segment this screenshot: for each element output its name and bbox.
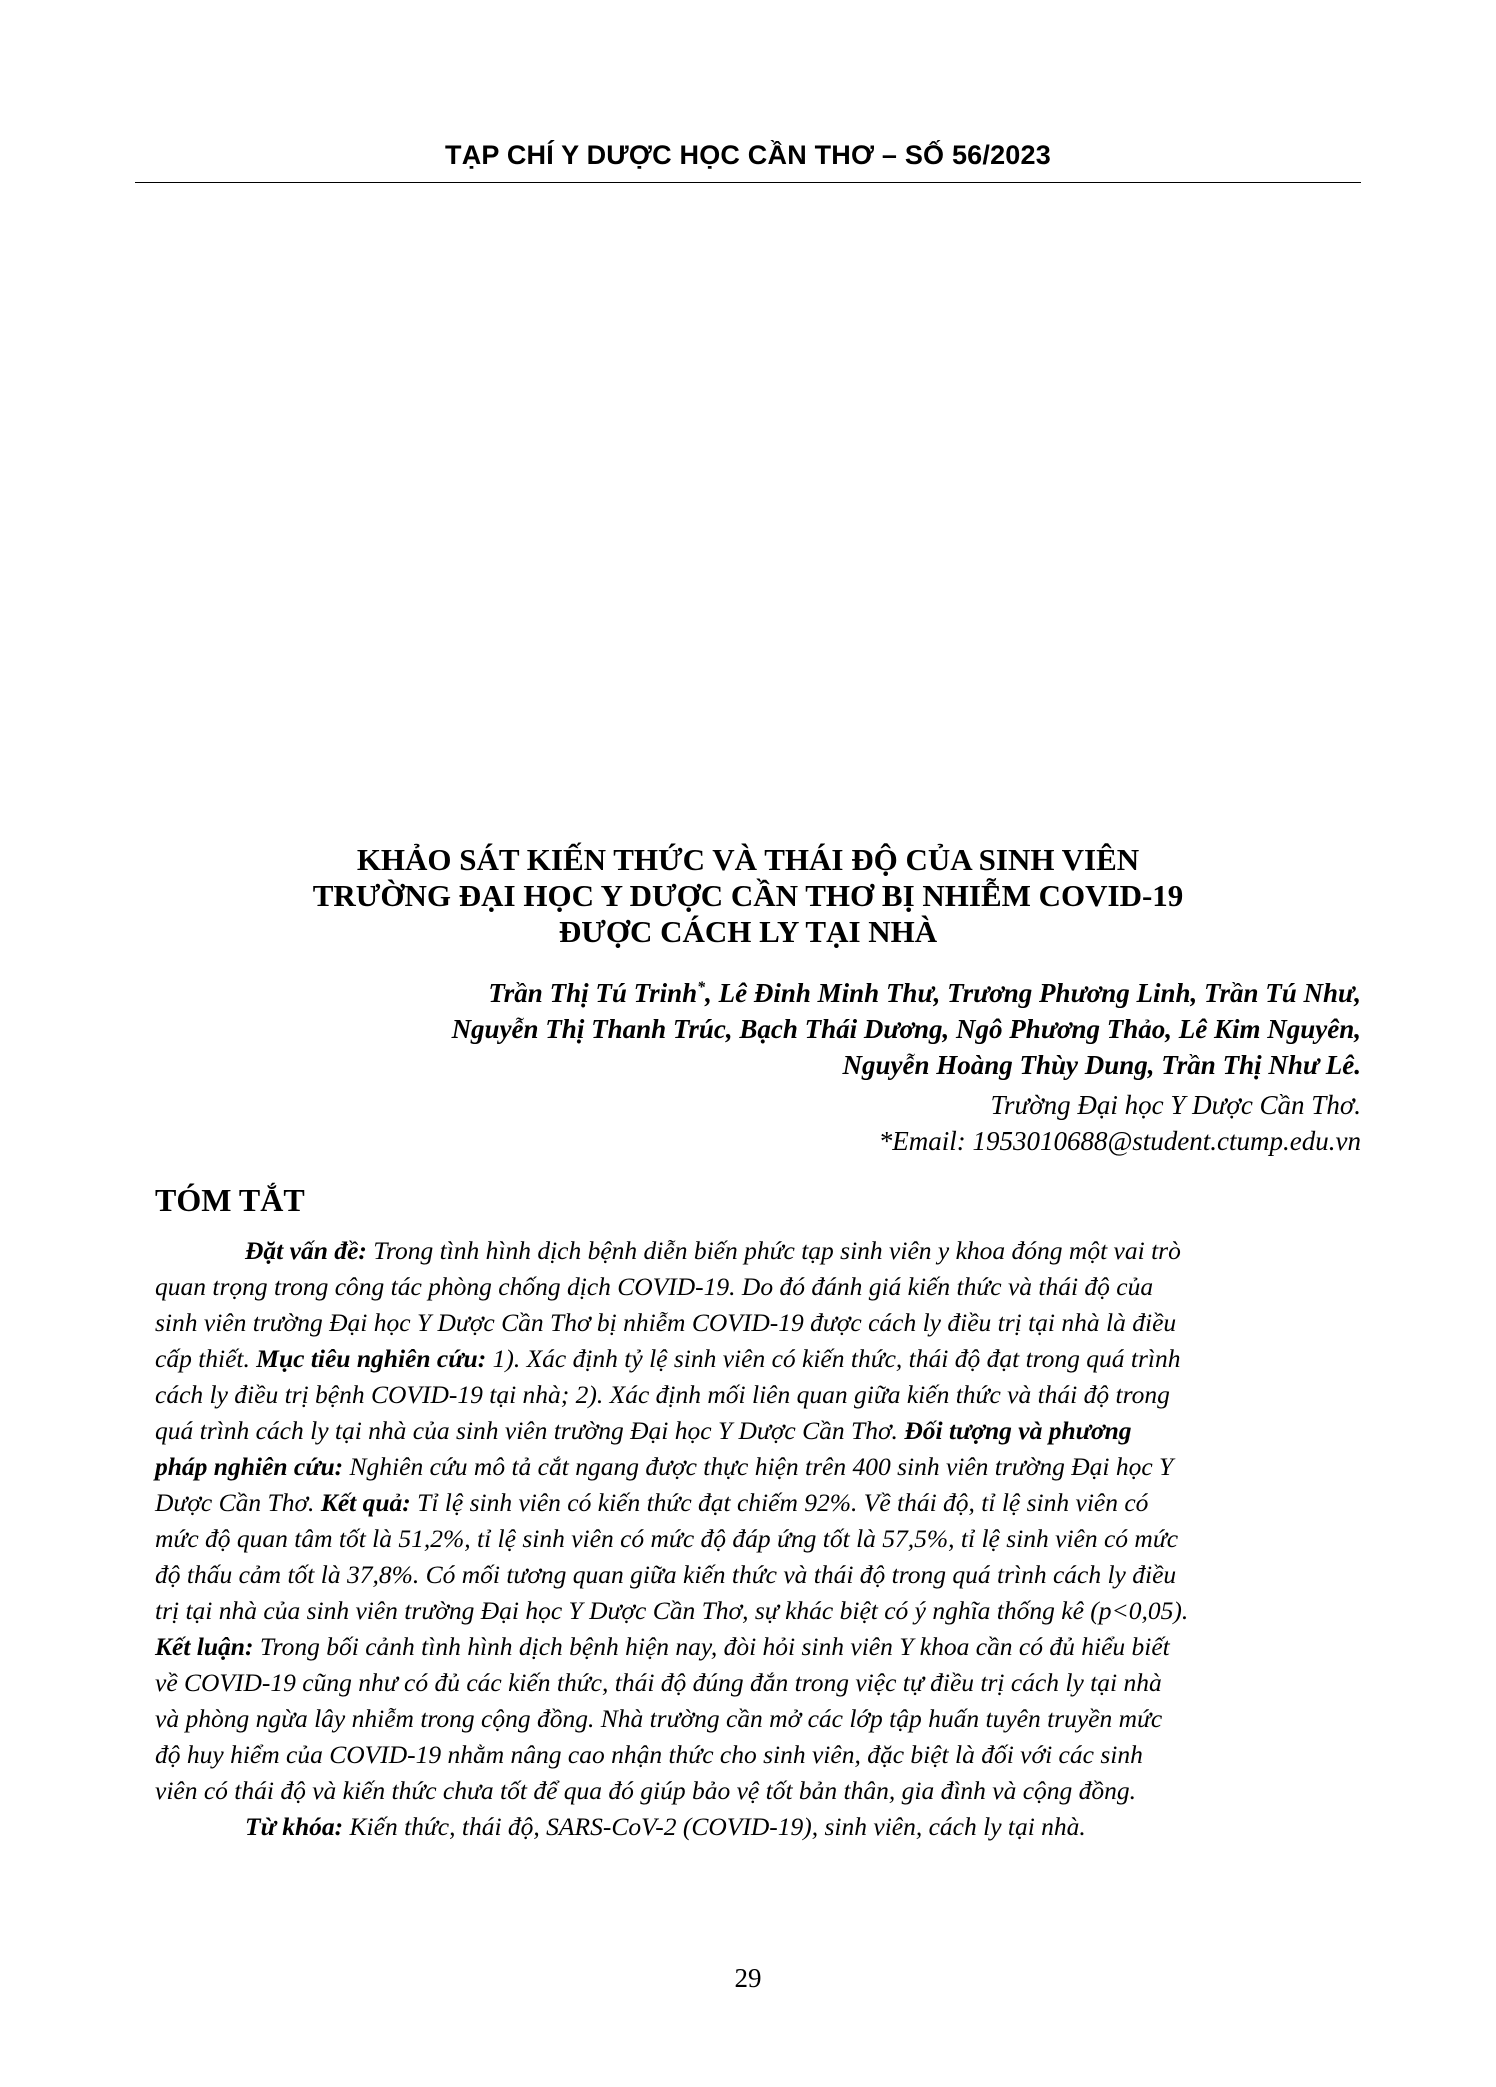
abstract-body — [155, 1233, 1363, 1845]
first-author: Trần Thị Tú Trinh — [488, 978, 698, 1008]
objectives-label: Mục tiêu nghiên cứu: — [256, 1344, 487, 1373]
page-number: 29 — [734, 1963, 762, 1993]
abstract-line: Đặt vấn đề: Trong tình hình dịch bệnh diễn biến phức tạp sinh viên y khoa đóng một vai trò — [245, 1236, 1181, 1265]
journal-header: TẠP CHÍ Y DƯỢC HỌC CẦN THƠ – SỐ 56/2023 — [445, 140, 1051, 170]
methods-label-cont: pháp nghiên cứu: — [155, 1452, 344, 1481]
author-names: , Lê Đinh Minh Thư, Trương Phương Linh, Trần Tú Như, — [705, 978, 1361, 1008]
abstract-line: về COVID-19 cũng như có đủ các kiến thức, thái độ đúng đắn trong việc tự điều trị cách ly tại nhà — [155, 1668, 1162, 1697]
abstract-line: viên có thái độ và kiến thức chưa tốt để qua đó giúp bảo vệ tốt bản thân, gia đình và cộng đồng. — [155, 1776, 1137, 1805]
keywords-line — [155, 1809, 1363, 1845]
title-line: KHẢO SÁT KIẾN THỨC VÀ THÁI ĐỘ CỦA SINH VIÊN — [356, 842, 1140, 877]
author-line: Nguyễn Hoàng Thùy Dung, Trần Thị Như Lê. — [842, 1050, 1361, 1080]
abstract-line: trị tại nhà của sinh viên trường Đại học Y Dược Cần Thơ, sự khác biệt có ý nghĩa thống kê (p<0,05). — [155, 1596, 1189, 1625]
background-label: Đặt vấn đề — [245, 1236, 359, 1265]
abstract-line: Dược Cần Thơ. Kết quả: Tỉ lệ sinh viên có kiến thức đạt chiếm 92%. Về thái độ, tỉ lệ sinh viên có — [155, 1488, 1149, 1517]
article-title — [135, 842, 1361, 950]
abstract-line: độ thấu cảm tốt là 37,8%. Có mối tương quan giữa kiến thức và thái độ trong quá trình cách ly điều — [155, 1560, 1177, 1589]
keywords: Kiến thức, thái độ, SARS-CoV-2 (COVID-19), sinh viên, cách ly tại nhà. — [343, 1812, 1086, 1841]
title-line: ĐƯỢC CÁCH LY TẠI NHÀ — [558, 914, 938, 949]
abstract-line: pháp nghiên cứu: Nghiên cứu mô tả cắt ngang được thực hiện trên 400 sinh viên trường Đại học Y — [155, 1452, 1174, 1481]
title-line: TRƯỜNG ĐẠI HỌC Y DƯỢC CẦN THƠ BỊ NHIỄM COVID-19 — [312, 878, 1184, 913]
results-label: Kết quả: — [320, 1488, 411, 1517]
abstract-line: và phòng ngừa lây nhiễm trong cộng đồng. Nhà trường cần mở các lớp tập huấn tuyên truyền mức — [155, 1704, 1163, 1733]
email: *Email: 1953010688@student.ctump.edu.vn — [878, 1126, 1361, 1156]
header-divider — [135, 182, 1361, 183]
section-heading: TÓM TẮT — [155, 1182, 305, 1218]
abstract-line: quan trọng trong công tác phòng chống dịch COVID-19. Do đó đánh giá kiến thức và thái độ của — [155, 1272, 1154, 1301]
corresponding-mark: * — [697, 979, 706, 996]
conclusion-label: Kết luận — [155, 1632, 245, 1661]
abstract-line: sinh viên trường Đại học Y Dược Cần Thơ bị nhiễm COVID-19 được cách ly điều trị tại nhà là điều — [155, 1308, 1177, 1337]
author-line — [135, 970, 1361, 1011]
keywords-label: Từ khóa: — [245, 1812, 344, 1841]
methods-label: Đối tượng và phương — [904, 1416, 1132, 1445]
abstract-line: độ huy hiểm của COVID-19 nhằm nâng cao nhận thức cho sinh viên, đặc biệt là đối với các sinh — [155, 1740, 1143, 1769]
affiliation: Trường Đại học Y Dược Cần Thơ. — [990, 1090, 1361, 1120]
author-list — [135, 970, 1361, 1083]
abstract-line: quá trình cách ly tại nhà của sinh viên trường Đại học Y Dược Cần Thơ. Đối tượng và phương — [155, 1416, 1132, 1445]
author-line: Nguyễn Thị Thanh Trúc, Bạch Thái Dương, Ngô Phương Thảo, Lê Kim Nguyên, — [451, 1014, 1361, 1044]
abstract-line: mức độ quan tâm tốt là 51,2%, tỉ lệ sinh viên có mức độ đáp ứng tốt là 57,5%, tỉ lệ sinh viên có mức — [155, 1524, 1179, 1553]
abstract-line: Kết luận: Trong bối cảnh tình hình dịch bệnh hiện nay, đòi hỏi sinh viên Y khoa cần có đủ hiểu biết — [155, 1632, 1170, 1661]
abstract-line: cấp thiết. Mục tiêu nghiên cứu: 1). Xác định tỷ lệ sinh viên có kiến thức, thái độ đạt trong quá trình — [155, 1344, 1181, 1373]
abstract-line: cách ly điều trị bệnh COVID-19 tại nhà; 2). Xác định mối liên quan giữa kiến thức và thái độ trong — [155, 1380, 1170, 1409]
affiliation-block — [135, 1087, 1361, 1159]
